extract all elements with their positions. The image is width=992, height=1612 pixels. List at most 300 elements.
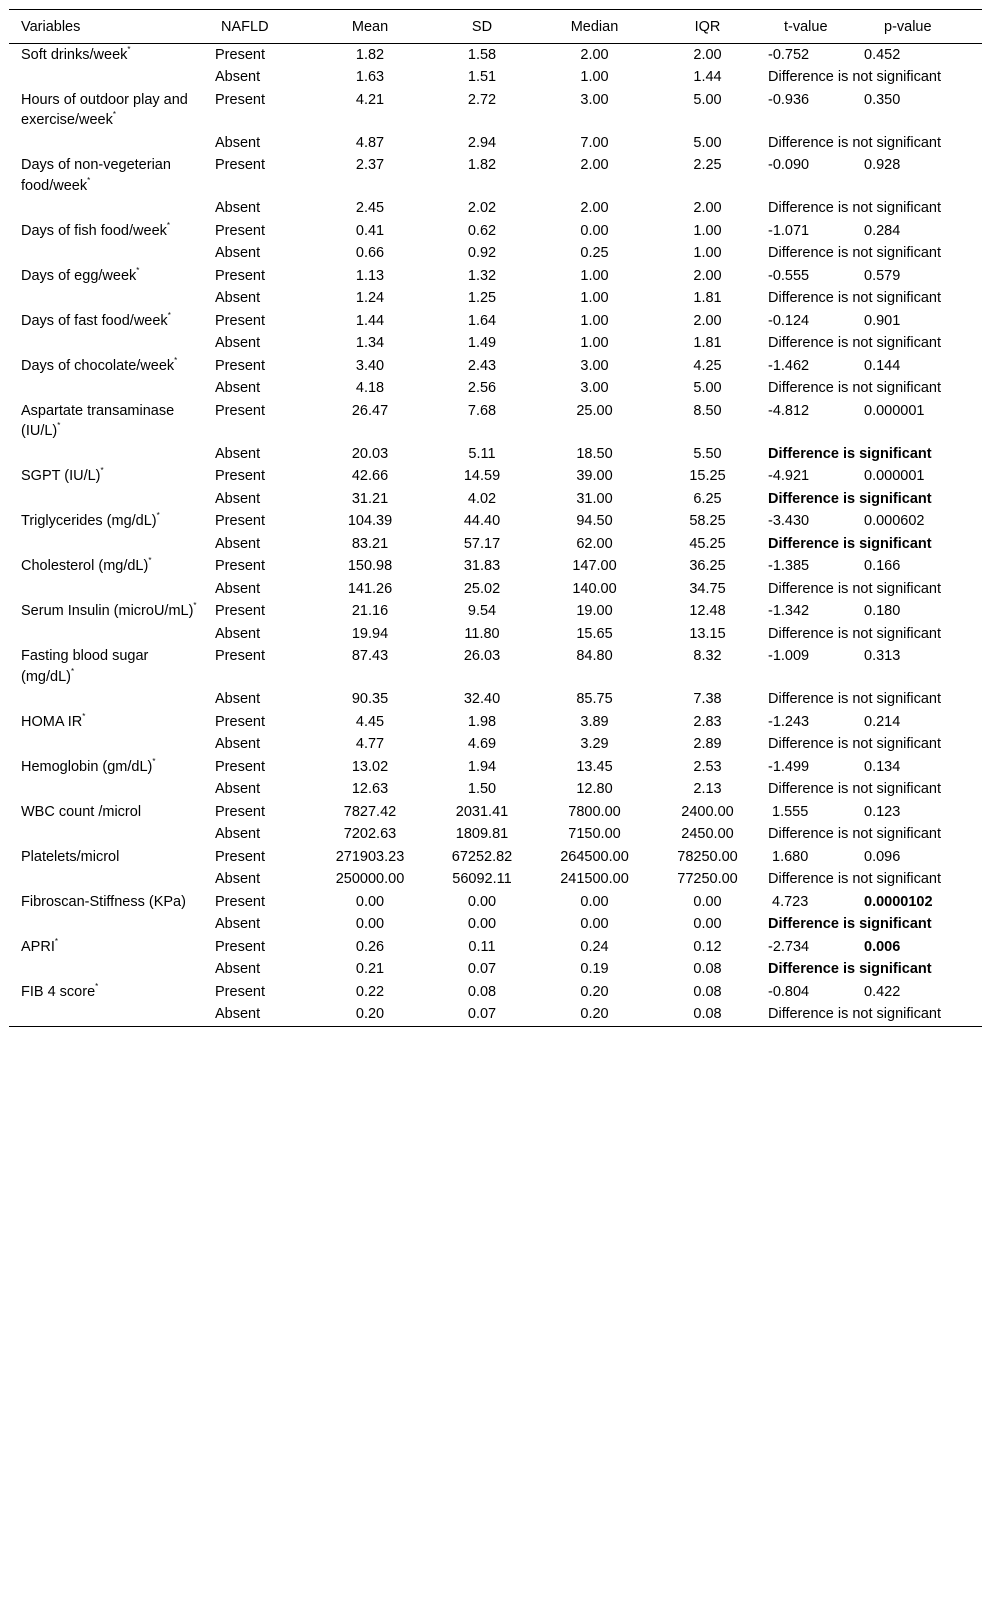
nafld-present: Present <box>215 983 265 1000</box>
conclusion <box>764 688 982 711</box>
sd-value: 2.56 <box>467 380 497 396</box>
t-value: -1.462 <box>768 357 810 374</box>
t-value: 1.680 <box>768 848 809 865</box>
nafld-absent: Absent <box>215 490 261 507</box>
conclusion <box>764 488 982 511</box>
iqr-value: 5.50 <box>693 445 722 462</box>
median-value: 15.65 <box>576 625 613 642</box>
mean-value: 26.47 <box>351 402 389 419</box>
median-value: 2.00 <box>580 200 609 216</box>
variable-label: Fibroscan-Stiffness (KPa) <box>21 893 186 910</box>
conclusion-text: Difference is not significant <box>768 290 942 306</box>
p-value <box>864 221 900 242</box>
conclusion <box>764 1003 982 1026</box>
sd-value: 4.69 <box>467 736 497 752</box>
variable-name <box>9 711 203 734</box>
median-value: 3.00 <box>580 91 609 108</box>
footnote-marker: * <box>95 981 99 991</box>
table-row <box>9 400 982 443</box>
mean-value: 4.77 <box>355 736 385 752</box>
p-value-text: 0.214 <box>864 713 901 730</box>
variable-name <box>9 600 203 623</box>
variable-name <box>9 555 203 578</box>
conclusion-text: Difference is significant <box>768 916 932 932</box>
median-value: 85.75 <box>576 691 613 707</box>
mean-value: 42.66 <box>351 468 389 484</box>
variable-label: HOMA IR <box>21 713 83 730</box>
conclusion-text: Difference is significant <box>768 961 932 977</box>
t-value: -0.804 <box>768 983 810 1000</box>
mean-value: 1.24 <box>355 290 385 306</box>
p-value-text: 0.284 <box>864 222 901 239</box>
t-value: -1.385 <box>768 558 810 574</box>
iqr-value: 2.00 <box>693 312 722 329</box>
table-row <box>9 242 982 265</box>
variable-empty <box>9 242 203 265</box>
footnote-marker: * <box>87 175 91 185</box>
footnote-marker: * <box>112 110 116 120</box>
median-value: 12.80 <box>576 781 613 797</box>
p-value <box>864 712 900 733</box>
nafld-absent: Absent <box>215 916 261 932</box>
test-result <box>764 600 982 623</box>
median-value: 84.80 <box>576 648 613 664</box>
variable-label: Days of fast food/week <box>21 312 168 329</box>
variable-label: Triglycerides (mg/dL) <box>21 513 157 529</box>
variable-empty <box>9 578 203 601</box>
conclusion-text: Difference is not significant <box>768 691 942 707</box>
conclusion-text: Difference is not significant <box>768 380 942 396</box>
test-result <box>764 711 982 734</box>
median-value: 31.00 <box>576 490 613 507</box>
variable-empty <box>9 132 203 155</box>
mean-value: 31.21 <box>351 490 389 507</box>
nafld-absent: Absent <box>215 69 261 85</box>
mean-value: 0.41 <box>355 222 385 239</box>
footnote-marker: * <box>70 666 75 676</box>
conclusion <box>764 823 982 846</box>
mean-value: 83.21 <box>351 535 389 552</box>
nafld-absent: Absent <box>215 535 261 552</box>
t-value: -1.243 <box>768 713 810 730</box>
conclusion-text: Difference is significant <box>768 490 932 507</box>
p-value <box>864 892 933 913</box>
p-value <box>864 511 924 532</box>
variable-label: Cholesterol (mg/dL) <box>21 558 149 574</box>
test-result <box>764 555 982 578</box>
median-value: 39.00 <box>576 468 613 484</box>
p-value <box>864 982 900 1003</box>
table-row <box>9 688 982 711</box>
header-row <box>9 10 982 44</box>
sd-value: 1.94 <box>467 758 497 775</box>
table-row <box>9 778 982 801</box>
median-value: 147.00 <box>572 558 617 574</box>
p-value-text: 0.579 <box>864 267 901 284</box>
conclusion <box>764 733 982 756</box>
t-value: 1.555 <box>768 803 809 820</box>
sd-value: 31.83 <box>463 558 501 574</box>
footnote-marker: * <box>57 421 61 431</box>
sd-value: 1.64 <box>467 312 497 329</box>
p-value <box>864 155 900 176</box>
nafld-present: Present <box>215 91 265 108</box>
iqr-value: 1.81 <box>693 290 722 306</box>
conclusion-text: Difference is significant <box>768 535 932 552</box>
test-result <box>764 310 982 333</box>
variable-empty <box>9 332 203 355</box>
median-value: 13.45 <box>576 758 613 775</box>
footnote-marker: * <box>156 511 160 521</box>
p-value <box>864 311 900 332</box>
variable-name <box>9 936 203 959</box>
median-value: 3.00 <box>580 357 609 374</box>
variable-name <box>9 801 203 824</box>
t-value: -0.124 <box>768 312 810 329</box>
conclusion <box>764 287 982 310</box>
sd-value: 5.11 <box>468 445 496 462</box>
t-value: -0.752 <box>768 46 810 63</box>
nafld-present: Present <box>215 803 265 820</box>
table-row <box>9 43 982 66</box>
median-value: 0.00 <box>580 893 609 910</box>
iqr-value: 2400.00 <box>681 803 734 820</box>
variable-empty <box>9 823 203 846</box>
p-value-text: 0.0000102 <box>864 893 933 910</box>
variable-name <box>9 645 203 688</box>
footnote-marker: * <box>193 601 197 611</box>
median-value: 0.20 <box>580 1006 609 1022</box>
p-value-text: 0.096 <box>864 848 901 865</box>
nafld-present: Present <box>215 648 265 664</box>
median-value: 264500.00 <box>560 848 629 865</box>
median-value: 0.20 <box>580 983 609 1000</box>
mean-value: 271903.23 <box>335 848 405 865</box>
mean-value: 4.18 <box>355 380 385 396</box>
variable-label: SGPT (IU/L) <box>21 468 101 484</box>
median-value: 0.24 <box>580 938 609 955</box>
p-value <box>864 601 900 622</box>
mean-value: 1.63 <box>355 69 385 85</box>
p-value <box>864 757 900 778</box>
test-result <box>764 510 982 533</box>
header-mean: Mean <box>314 10 426 44</box>
header-variables: Variables <box>9 10 203 44</box>
sd-value: 0.11 <box>468 938 496 955</box>
test-result <box>764 265 982 288</box>
iqr-value: 2.83 <box>693 713 722 730</box>
conclusion <box>764 66 982 89</box>
iqr-value: 12.48 <box>689 603 726 619</box>
mean-value: 4.45 <box>355 713 385 730</box>
median-value: 1.00 <box>580 335 609 351</box>
mean-value: 1.13 <box>355 267 385 284</box>
sd-value: 2.02 <box>467 200 497 216</box>
p-value-text: 0.313 <box>864 648 901 664</box>
iqr-value: 0.00 <box>693 916 722 932</box>
iqr-value: 5.00 <box>693 134 722 151</box>
variable-name <box>9 981 203 1004</box>
table-row <box>9 533 982 556</box>
conclusion <box>764 778 982 801</box>
iqr-value: 13.15 <box>689 625 726 642</box>
variable-empty <box>9 66 203 89</box>
sd-value: 0.08 <box>467 983 497 1000</box>
nafld-absent: Absent <box>215 380 261 396</box>
footnote-marker: * <box>148 556 152 566</box>
mean-value: 20.03 <box>351 445 389 462</box>
conclusion-text: Difference is not significant <box>768 134 942 151</box>
sd-value: 2.72 <box>467 91 497 108</box>
iqr-value: 6.25 <box>693 490 722 507</box>
variable-label: Platelets/microl <box>21 848 120 865</box>
median-value: 25.00 <box>576 402 613 419</box>
iqr-value: 15.25 <box>689 468 726 484</box>
test-result <box>764 220 982 243</box>
p-value-text: 0.144 <box>864 357 901 374</box>
footnote-marker: * <box>166 220 171 230</box>
table-row <box>9 711 982 734</box>
p-value-text: 0.000001 <box>864 468 925 484</box>
conclusion-text: Difference is not significant <box>768 200 942 216</box>
median-value: 0.19 <box>580 961 609 977</box>
iqr-value: 78250.00 <box>677 848 738 865</box>
nafld-absent: Absent <box>215 290 261 306</box>
p-value-text: 0.000602 <box>864 513 925 529</box>
test-result <box>764 43 982 66</box>
table-row <box>9 443 982 466</box>
table-row <box>9 555 982 578</box>
conclusion <box>764 443 982 466</box>
variable-label: FIB 4 score <box>21 983 96 1000</box>
table-row <box>9 733 982 756</box>
table-row <box>9 310 982 333</box>
mean-value: 1.34 <box>355 335 385 351</box>
nafld-present: Present <box>215 468 265 484</box>
iqr-value: 5.00 <box>693 91 722 108</box>
t-value: -0.555 <box>768 267 810 284</box>
variable-label: Hours of outdoor play and exercise/week <box>21 91 188 128</box>
nafld-absent: Absent <box>215 781 261 797</box>
nafld-absent: Absent <box>215 871 261 887</box>
mean-value: 90.35 <box>351 691 389 707</box>
table-row <box>9 66 982 89</box>
nafld-present: Present <box>215 267 265 284</box>
variable-empty <box>9 488 203 511</box>
conclusion-text: Difference is not significant <box>768 580 942 597</box>
conclusion <box>764 578 982 601</box>
mean-value: 0.00 <box>355 893 385 910</box>
nafld-present: Present <box>215 713 265 730</box>
sd-value: 0.00 <box>467 916 497 932</box>
variable-label: Soft drinks/week <box>21 46 128 63</box>
test-result <box>764 355 982 378</box>
test-result <box>764 801 982 824</box>
variable-name <box>9 846 203 869</box>
iqr-value: 2.13 <box>693 781 722 797</box>
table-row <box>9 600 982 623</box>
sd-value: 2031.41 <box>455 803 509 820</box>
nafld-absent: Absent <box>215 335 261 351</box>
iqr-value: 2.89 <box>693 736 722 752</box>
header-stats <box>764 10 982 44</box>
mean-value: 104.39 <box>347 513 393 529</box>
iqr-value: 45.25 <box>689 535 726 552</box>
mean-value: 7202.63 <box>343 826 397 842</box>
table-row <box>9 154 982 197</box>
median-value: 62.00 <box>576 535 613 552</box>
p-value-text: 0.422 <box>864 983 901 1000</box>
test-result <box>764 981 982 1004</box>
iqr-value: 0.08 <box>693 983 722 1000</box>
iqr-value: 2.00 <box>693 46 722 63</box>
table-row <box>9 265 982 288</box>
sd-value: 14.59 <box>463 468 501 484</box>
mean-value: 3.40 <box>355 357 385 374</box>
test-result <box>764 400 982 443</box>
table-row <box>9 801 982 824</box>
conclusion <box>764 623 982 646</box>
median-value: 1.00 <box>580 290 609 306</box>
variable-label: Aspartate transaminase (IU/L) <box>21 402 175 439</box>
header-sd: SD <box>426 10 538 44</box>
iqr-value: 36.25 <box>689 558 726 574</box>
nafld-absent: Absent <box>215 1006 261 1022</box>
conclusion-text: Difference is not significant <box>768 625 942 642</box>
variable-label: WBC count /microl <box>21 803 142 820</box>
p-value <box>864 802 900 823</box>
mean-value: 13.02 <box>351 758 389 775</box>
p-value <box>864 45 900 66</box>
iqr-value: 5.00 <box>693 380 722 396</box>
header-median: Median <box>538 10 651 44</box>
sd-value: 1.25 <box>467 290 497 306</box>
sd-value: 0.07 <box>467 1006 497 1022</box>
sd-value: 4.02 <box>467 490 497 507</box>
sd-value: 1.49 <box>467 335 497 351</box>
sd-value: 1.82 <box>467 157 497 173</box>
nafld-present: Present <box>215 938 265 955</box>
median-value: 2.00 <box>580 46 609 63</box>
conclusion <box>764 377 982 400</box>
variable-empty <box>9 688 203 711</box>
median-value: 241500.00 <box>560 871 629 887</box>
median-value: 1.00 <box>580 312 609 329</box>
conclusion <box>764 533 982 556</box>
variable-name <box>9 355 203 378</box>
test-result <box>764 154 982 197</box>
iqr-value: 7.38 <box>693 691 722 707</box>
sd-value: 26.03 <box>463 648 501 664</box>
footnote-marker: * <box>127 44 131 54</box>
sd-value: 1.98 <box>467 713 497 730</box>
conclusion-text: Difference is not significant <box>768 245 942 261</box>
conclusion <box>764 913 982 936</box>
sd-value: 1.50 <box>467 781 497 797</box>
variable-empty <box>9 533 203 556</box>
nafld-present: Present <box>215 513 265 529</box>
sd-value: 0.00 <box>467 893 497 910</box>
table-row <box>9 332 982 355</box>
nafld-present: Present <box>215 357 265 374</box>
t-value: -2.734 <box>768 938 810 955</box>
p-value-text: 0.901 <box>864 312 901 329</box>
variable-name <box>9 891 203 914</box>
iqr-value: 2.25 <box>693 157 722 173</box>
footnote-marker: * <box>152 756 156 766</box>
footnote-marker: * <box>82 711 86 721</box>
conclusion <box>764 332 982 355</box>
sd-value: 0.92 <box>467 245 497 261</box>
p-value-text: 0.123 <box>864 803 901 820</box>
sd-value: 7.68 <box>467 402 497 419</box>
t-value: -1.071 <box>768 222 810 239</box>
iqr-value: 58.25 <box>689 513 726 529</box>
nafld-present: Present <box>215 758 265 775</box>
sd-value: 1.51 <box>467 69 497 85</box>
conclusion <box>764 242 982 265</box>
nafld-present: Present <box>215 603 265 619</box>
nafld-absent: Absent <box>215 445 261 462</box>
iqr-value: 34.75 <box>689 580 726 597</box>
iqr-value: 0.08 <box>693 961 722 977</box>
nafld-absent: Absent <box>215 245 261 261</box>
sd-value: 57.17 <box>463 535 501 552</box>
variable-name <box>9 310 203 333</box>
mean-value: 21.16 <box>351 603 389 619</box>
nafld-absent: Absent <box>215 580 261 597</box>
results-table <box>9 9 982 1027</box>
table-row <box>9 287 982 310</box>
mean-value: 4.87 <box>355 134 385 151</box>
variable-name <box>9 89 203 132</box>
nafld-absent: Absent <box>215 736 261 752</box>
variable-name <box>9 756 203 779</box>
t-value: -1.009 <box>768 648 810 664</box>
median-value: 0.25 <box>580 245 609 261</box>
nafld-absent: Absent <box>215 625 261 642</box>
iqr-value: 0.12 <box>693 938 722 955</box>
table-row <box>9 465 982 488</box>
header-iqr: IQR <box>651 10 764 44</box>
mean-value: 0.20 <box>355 1006 385 1022</box>
p-value-text: 0.928 <box>864 157 901 173</box>
table-row <box>9 981 982 1004</box>
sd-value: 11.80 <box>464 625 500 642</box>
sd-value: 44.40 <box>463 513 501 529</box>
p-value-text: 0.180 <box>864 603 901 619</box>
variable-name <box>9 220 203 243</box>
footnote-marker: * <box>167 310 171 320</box>
variable-empty <box>9 1003 203 1026</box>
footnote-marker: * <box>136 265 140 275</box>
median-value: 140.00 <box>572 580 617 597</box>
mean-value: 7827.42 <box>343 803 397 820</box>
variable-name <box>9 154 203 197</box>
mean-value: 2.45 <box>355 200 385 216</box>
median-value: 3.89 <box>580 713 609 730</box>
sd-value: 32.40 <box>463 691 501 707</box>
table-row <box>9 355 982 378</box>
mean-value: 4.21 <box>355 91 385 108</box>
iqr-value: 77250.00 <box>677 871 738 887</box>
t-value: -0.936 <box>768 91 810 108</box>
variable-name <box>9 510 203 533</box>
p-value <box>864 937 900 958</box>
sd-value: 2.43 <box>467 357 497 374</box>
table-row <box>9 846 982 869</box>
variable-empty <box>9 377 203 400</box>
